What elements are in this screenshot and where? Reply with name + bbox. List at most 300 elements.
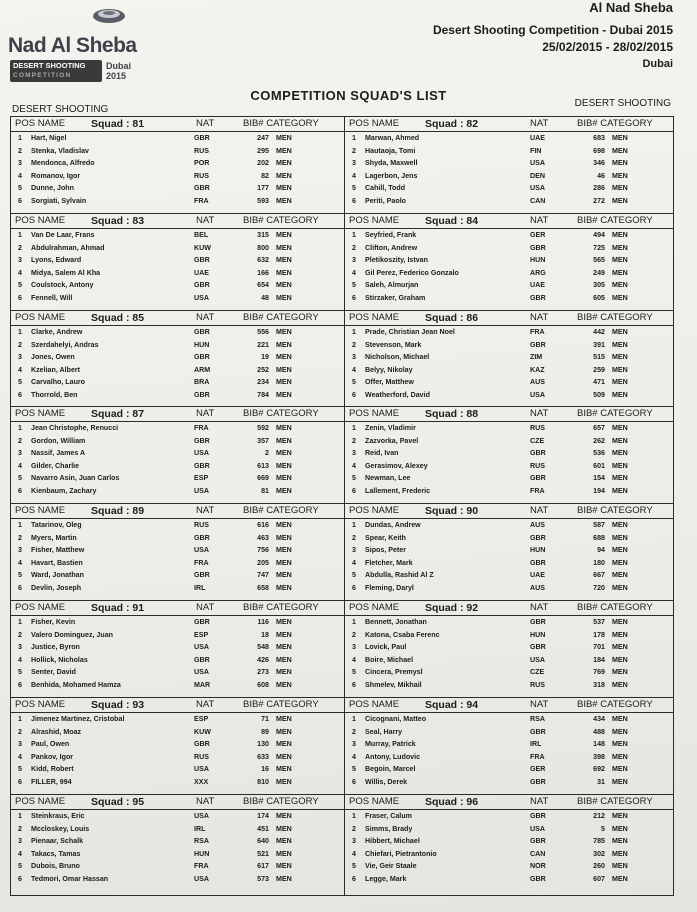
- column-header-pos-name: POS NAME: [349, 408, 400, 419]
- entry-position: 4: [352, 655, 356, 664]
- entry-name: Stenka, Vladislav: [31, 146, 89, 155]
- entry-category: MEN: [276, 874, 292, 883]
- entry-bib: 166: [257, 268, 269, 277]
- entry-position: 3: [352, 546, 356, 555]
- entry-bib: 784: [257, 390, 269, 399]
- entry-name: Bennett, Jonathan: [365, 618, 427, 626]
- squad-block: [11, 311, 345, 407]
- entry-category: MEN: [276, 765, 292, 774]
- entry-position: 3: [352, 449, 356, 458]
- entry-category: MEN: [612, 171, 628, 180]
- entry-position: 6: [18, 777, 22, 786]
- logo-brand-text: Nad Al Sheba: [8, 34, 137, 57]
- column-header-pos-name: POS NAME: [15, 312, 66, 323]
- entry-position: 3: [18, 837, 22, 846]
- entry-category: MEN: [276, 243, 292, 252]
- entry-nationality: RSA: [194, 837, 209, 846]
- entry-category: MEN: [612, 378, 628, 387]
- column-header-pos-name: POS NAME: [349, 118, 400, 129]
- squad-header: [345, 311, 673, 326]
- header-event: Desert Shooting Competition - Dubai 2015: [432, 23, 673, 37]
- squad-entry: [11, 848, 344, 861]
- entry-bib: 180: [593, 558, 605, 567]
- entry-name: Alrashid, Moaz: [31, 727, 82, 736]
- squad-entry: [11, 726, 344, 739]
- column-header-nat: NAT: [196, 118, 215, 129]
- entry-name: Pankov, Igor: [31, 752, 74, 761]
- squad-title: Squad : 96: [425, 796, 479, 808]
- entry-nationality: AUS: [530, 378, 545, 387]
- entry-nationality: RUS: [194, 146, 209, 155]
- squad-entry: [345, 447, 673, 460]
- entry-bib: 260: [593, 862, 605, 871]
- entry-category: MEN: [612, 243, 628, 252]
- entry-name: Midya, Salem Al Kha: [31, 268, 101, 277]
- entry-position: 4: [18, 655, 22, 664]
- squad-title: Squad : 91: [91, 602, 145, 614]
- entry-position: 3: [352, 837, 356, 846]
- entry-nationality: ZIM: [530, 353, 543, 362]
- entry-category: MEN: [612, 583, 628, 592]
- squad-entry: [11, 132, 344, 145]
- squad-row: [10, 116, 674, 214]
- column-header-pos-name: POS NAME: [349, 602, 400, 613]
- entry-name: Romanov, Igor: [31, 171, 81, 180]
- column-header-nat: NAT: [196, 408, 215, 419]
- entry-name: Mccloskey, Louis: [31, 824, 90, 833]
- squad-title: Squad : 94: [425, 699, 479, 711]
- entry-category: MEN: [276, 486, 292, 495]
- entry-position: 6: [352, 196, 356, 205]
- squad-entry: [11, 389, 344, 402]
- entry-bib: 81: [261, 486, 269, 495]
- entry-nationality: USA: [194, 293, 209, 302]
- entry-bib: 698: [593, 146, 605, 155]
- column-header-bib-category: BIB# CATEGORY: [243, 215, 319, 226]
- entry-category: MEN: [612, 353, 628, 362]
- entry-category: MEN: [276, 583, 292, 592]
- squad-entry: [11, 435, 344, 448]
- entry-name: Benhida, Mohamed Hamza: [31, 680, 121, 689]
- entry-bib: 5: [601, 824, 605, 833]
- entry-category: MEN: [276, 171, 292, 180]
- entry-bib: 259: [593, 365, 605, 374]
- entry-name: Newman, Lee: [365, 474, 411, 483]
- entry-bib: 398: [593, 752, 605, 761]
- entry-category: MEN: [612, 571, 628, 580]
- entry-name: Valero Dominguez, Juan: [31, 630, 113, 639]
- entry-nationality: USA: [194, 668, 209, 677]
- squad-row: [10, 213, 674, 311]
- entry-name: Nicholson, Michael: [365, 353, 430, 362]
- entry-bib: 148: [593, 740, 605, 749]
- entry-name: Gil Perez, Federico Gonzalo: [365, 268, 459, 277]
- entry-position: 4: [18, 268, 22, 277]
- entry-category: MEN: [276, 268, 292, 277]
- entry-position: 5: [352, 571, 356, 580]
- entry-name: FILLER, 994: [31, 777, 72, 786]
- squad-entry: [11, 351, 344, 364]
- entry-category: MEN: [276, 680, 292, 689]
- squad-block: [11, 407, 345, 504]
- entry-category: MEN: [612, 365, 628, 374]
- entry-nationality: UAE: [530, 571, 545, 580]
- entry-nationality: USA: [530, 184, 545, 193]
- entry-nationality: KUW: [194, 727, 211, 736]
- entry-category: MEN: [612, 424, 628, 432]
- squad-entry: [11, 157, 344, 170]
- squad-row: [10, 406, 674, 504]
- squad-entry: [345, 582, 673, 595]
- entry-category: MEN: [276, 521, 292, 529]
- entry-bib: 315: [257, 231, 269, 239]
- squad-title: Squad : 90: [425, 505, 479, 517]
- entry-category: MEN: [612, 727, 628, 736]
- entry-nationality: HUN: [194, 849, 210, 858]
- entry-category: MEN: [612, 328, 628, 336]
- entry-bib: 640: [257, 837, 269, 846]
- entry-nationality: NOR: [530, 862, 546, 871]
- entry-nationality: FRA: [530, 486, 545, 495]
- entry-nationality: USA: [530, 655, 545, 664]
- entry-bib: 451: [257, 824, 269, 833]
- squad-entry: [345, 763, 673, 776]
- squad-entry: [345, 666, 673, 679]
- entry-bib: 154: [593, 474, 605, 483]
- entry-position: 5: [352, 184, 356, 193]
- squad-entry: [345, 873, 673, 886]
- entry-name: Antony, Ludovic: [365, 752, 421, 761]
- entry-position: 2: [352, 727, 356, 736]
- entry-nationality: UAE: [530, 134, 545, 142]
- entry-nationality: ESP: [194, 474, 209, 483]
- entry-nationality: RUS: [194, 171, 209, 180]
- entry-bib: 19: [261, 353, 269, 362]
- entry-category: MEN: [612, 546, 628, 555]
- squad-entry: [11, 835, 344, 848]
- column-header-bib-category: BIB# CATEGORY: [243, 796, 319, 807]
- column-header-bib-category: BIB# CATEGORY: [577, 408, 653, 419]
- squad-block: [345, 117, 673, 214]
- entry-name: Lagerbon, Jens: [365, 171, 418, 180]
- squad-block: [345, 311, 673, 407]
- entry-nationality: USA: [194, 812, 209, 820]
- entry-nationality: GBR: [530, 449, 546, 458]
- column-header-bib-category: BIB# CATEGORY: [577, 215, 653, 226]
- entry-category: MEN: [612, 521, 628, 529]
- squad-row: [10, 310, 674, 407]
- entry-bib: 391: [593, 340, 605, 349]
- column-header-bib-category: BIB# CATEGORY: [577, 312, 653, 323]
- entry-bib: 442: [593, 328, 605, 336]
- column-header-pos-name: POS NAME: [15, 602, 66, 613]
- entry-position: 1: [352, 424, 356, 432]
- squad-header: [11, 601, 344, 616]
- squad-entry: [345, 823, 673, 836]
- squad-entry: [345, 279, 673, 292]
- entry-bib: 658: [257, 583, 269, 592]
- entry-category: MEN: [612, 281, 628, 290]
- squad-block: [11, 795, 345, 895]
- squad-entry: [345, 351, 673, 364]
- entry-nationality: GBR: [194, 461, 210, 470]
- squad-entry: [345, 569, 673, 582]
- squad-entry: [345, 182, 673, 195]
- nad-al-sheba-logo: [8, 4, 143, 82]
- entry-name: Takacs, Tamas: [31, 849, 81, 858]
- entry-category: MEN: [612, 486, 628, 495]
- entry-position: 5: [352, 765, 356, 774]
- squad-entry: [345, 776, 673, 789]
- entry-name: Murray, Patrick: [365, 740, 416, 749]
- entry-bib: 272: [593, 196, 605, 205]
- entry-bib: 89: [261, 727, 269, 736]
- entry-position: 3: [18, 546, 22, 555]
- entry-name: Reid, Ivan: [365, 449, 399, 458]
- entry-category: MEN: [612, 643, 628, 652]
- entry-bib: 632: [257, 256, 269, 265]
- entry-bib: 31: [597, 777, 605, 786]
- entry-name: Legge, Mark: [365, 874, 407, 883]
- entry-bib: 515: [593, 353, 605, 362]
- squad-entry: [11, 763, 344, 776]
- entry-name: Abdulrahman, Ahmad: [31, 243, 105, 252]
- entry-bib: 2: [265, 449, 269, 458]
- entry-category: MEN: [612, 668, 628, 677]
- squad-entry: [11, 229, 344, 242]
- entry-position: 1: [18, 424, 22, 432]
- entry-category: MEN: [612, 449, 628, 458]
- squad-block: [11, 214, 345, 311]
- entry-name: Hollick, Nicholas: [31, 655, 88, 664]
- entry-nationality: MAR: [194, 680, 211, 689]
- entry-bib: 800: [257, 243, 269, 252]
- entry-category: MEN: [276, 256, 292, 265]
- squad-entry: [11, 810, 344, 823]
- entry-name: Devlin, Joseph: [31, 583, 82, 592]
- entry-name: Senter, David: [31, 668, 76, 677]
- column-header-bib-category: BIB# CATEGORY: [577, 699, 653, 710]
- squad-block: [345, 407, 673, 504]
- squad-title: Squad : 86: [425, 312, 479, 324]
- squad-title: Squad : 83: [91, 215, 145, 227]
- entry-nationality: ARM: [194, 365, 211, 374]
- entry-position: 2: [352, 436, 356, 445]
- header-dates: 25/02/2015 - 28/02/2015: [542, 40, 673, 54]
- entry-bib: 202: [257, 159, 269, 168]
- squad-entry: [345, 616, 673, 629]
- column-header-nat: NAT: [530, 796, 549, 807]
- squad-row: [10, 697, 674, 795]
- entry-nationality: FRA: [194, 424, 209, 432]
- entry-bib: 488: [593, 727, 605, 736]
- entry-position: 6: [18, 680, 22, 689]
- entry-category: MEN: [276, 740, 292, 749]
- entry-nationality: GBR: [530, 643, 546, 652]
- entry-position: 5: [352, 474, 356, 483]
- entry-category: MEN: [276, 146, 292, 155]
- entry-name: Shyda, Maxwell: [365, 159, 418, 168]
- entry-position: 4: [352, 752, 356, 761]
- entry-position: 6: [18, 486, 22, 495]
- entry-category: MEN: [612, 474, 628, 483]
- entry-bib: 756: [257, 546, 269, 555]
- entry-category: MEN: [276, 159, 292, 168]
- entry-position: 4: [18, 752, 22, 761]
- entry-category: MEN: [276, 424, 292, 432]
- entry-name: Nassif, James A: [31, 449, 86, 458]
- column-header-nat: NAT: [196, 505, 215, 516]
- entry-position: 1: [352, 134, 356, 142]
- entry-position: 2: [18, 243, 22, 252]
- column-header-bib-category: BIB# CATEGORY: [243, 602, 319, 613]
- entry-name: Jimenez Martinez, Cristobal: [31, 715, 125, 723]
- entry-category: MEN: [276, 134, 292, 142]
- entry-bib: 573: [257, 874, 269, 883]
- entry-category: MEN: [612, 256, 628, 265]
- entry-position: 5: [352, 378, 356, 387]
- entry-name: Cahill, Todd: [365, 184, 406, 193]
- entry-category: MEN: [276, 449, 292, 458]
- squad-entry: [345, 557, 673, 570]
- entry-position: 2: [18, 533, 22, 542]
- squad-entry: [345, 254, 673, 267]
- entry-category: MEN: [612, 862, 628, 871]
- entry-position: 4: [352, 558, 356, 567]
- squad-entry: [345, 738, 673, 751]
- entry-category: MEN: [612, 765, 628, 774]
- squad-entry: [11, 170, 344, 183]
- entry-category: MEN: [276, 812, 292, 820]
- squad-entry: [11, 823, 344, 836]
- entry-position: 2: [18, 824, 22, 833]
- entry-nationality: GER: [530, 231, 546, 239]
- squad-entry: [11, 751, 344, 764]
- entry-position: 3: [352, 643, 356, 652]
- entry-position: 3: [18, 159, 22, 168]
- entry-category: MEN: [276, 328, 292, 336]
- entry-nationality: KUW: [194, 243, 211, 252]
- entry-category: MEN: [276, 668, 292, 677]
- squad-block: [11, 504, 345, 601]
- entry-nationality: RUS: [530, 424, 545, 432]
- squad-entry: [11, 582, 344, 595]
- entry-bib: 262: [593, 436, 605, 445]
- entry-nationality: GBR: [194, 184, 210, 193]
- squad-entry: [345, 810, 673, 823]
- entry-category: MEN: [276, 862, 292, 871]
- logo-badge: [10, 60, 102, 82]
- entry-name: Mendonca, Alfredo: [31, 159, 95, 168]
- squad-entry: [345, 376, 673, 389]
- squad-entry: [11, 279, 344, 292]
- squad-entry: [345, 751, 673, 764]
- entry-name: Cincera, Premysl: [365, 668, 423, 677]
- entry-name: Saleh, Almurjan: [365, 281, 419, 290]
- entry-name: Simms, Brady: [365, 824, 413, 833]
- entry-name: Fisher, Kevin: [31, 618, 76, 626]
- entry-bib: 593: [257, 196, 269, 205]
- entry-position: 1: [352, 715, 356, 723]
- entry-category: MEN: [612, 134, 628, 142]
- entry-category: MEN: [276, 715, 292, 723]
- entry-name: Zenin, Vladimir: [365, 424, 416, 432]
- entry-category: MEN: [276, 196, 292, 205]
- entry-bib: 556: [257, 328, 269, 336]
- entry-position: 6: [352, 486, 356, 495]
- entry-position: 3: [352, 256, 356, 265]
- entry-nationality: FRA: [194, 196, 209, 205]
- entry-name: Weatherford, David: [365, 390, 430, 399]
- squad-entry: [11, 532, 344, 545]
- column-header-nat: NAT: [530, 215, 549, 226]
- entry-bib: 747: [257, 571, 269, 580]
- entry-nationality: USA: [194, 765, 209, 774]
- entry-nationality: GBR: [194, 134, 210, 142]
- entry-nationality: CAN: [530, 849, 546, 858]
- entry-category: MEN: [612, 196, 628, 205]
- squad-entry: [11, 485, 344, 498]
- squad-entry: [11, 145, 344, 158]
- squad-entry: [345, 532, 673, 545]
- entry-name: Willis, Derek: [365, 777, 408, 786]
- entry-category: MEN: [276, 558, 292, 567]
- entry-name: Fletcher, Mark: [365, 558, 413, 567]
- squad-entry: [345, 292, 673, 305]
- entry-position: 2: [352, 824, 356, 833]
- entry-name: Sorgiati, Sylvain: [31, 196, 87, 205]
- entry-position: 3: [18, 643, 22, 652]
- squad-entry: [345, 435, 673, 448]
- squad-title: Squad : 87: [91, 408, 145, 420]
- squad-entry: [345, 629, 673, 642]
- entry-nationality: HUN: [530, 546, 546, 555]
- entry-bib: 701: [593, 643, 605, 652]
- entry-bib: 613: [257, 461, 269, 470]
- entry-nationality: FIN: [530, 146, 542, 155]
- entry-nationality: CZE: [530, 668, 545, 677]
- entry-name: Myers, Martin: [31, 533, 77, 542]
- entry-name: Stevenson, Mark: [365, 340, 422, 349]
- entry-bib: 18: [261, 630, 269, 639]
- entry-nationality: FRA: [530, 328, 545, 336]
- entry-nationality: FRA: [194, 862, 209, 871]
- column-header-nat: NAT: [196, 699, 215, 710]
- entry-bib: 273: [257, 668, 269, 677]
- entry-category: MEN: [276, 571, 292, 580]
- entry-nationality: GBR: [194, 655, 210, 664]
- column-header-bib-category: BIB# CATEGORY: [577, 505, 653, 516]
- entry-position: 2: [18, 340, 22, 349]
- entry-position: 1: [18, 521, 22, 529]
- entry-position: 4: [18, 461, 22, 470]
- entry-nationality: GBR: [194, 740, 210, 749]
- entry-bib: 601: [593, 461, 605, 470]
- squad-entry: [345, 519, 673, 532]
- squad-entry: [345, 679, 673, 692]
- entry-category: MEN: [276, 461, 292, 470]
- entry-name: Hautaoja, Tomi: [365, 146, 416, 155]
- entry-nationality: USA: [530, 390, 545, 399]
- entry-nationality: UAE: [194, 268, 209, 277]
- entry-name: Justice, Byron: [31, 643, 80, 652]
- logo-year: 2015: [106, 71, 127, 81]
- squad-header: [345, 407, 673, 422]
- entry-position: 1: [18, 715, 22, 723]
- column-header-nat: NAT: [196, 602, 215, 613]
- entry-name: Boire, Michael: [365, 655, 414, 664]
- entry-position: 1: [352, 328, 356, 336]
